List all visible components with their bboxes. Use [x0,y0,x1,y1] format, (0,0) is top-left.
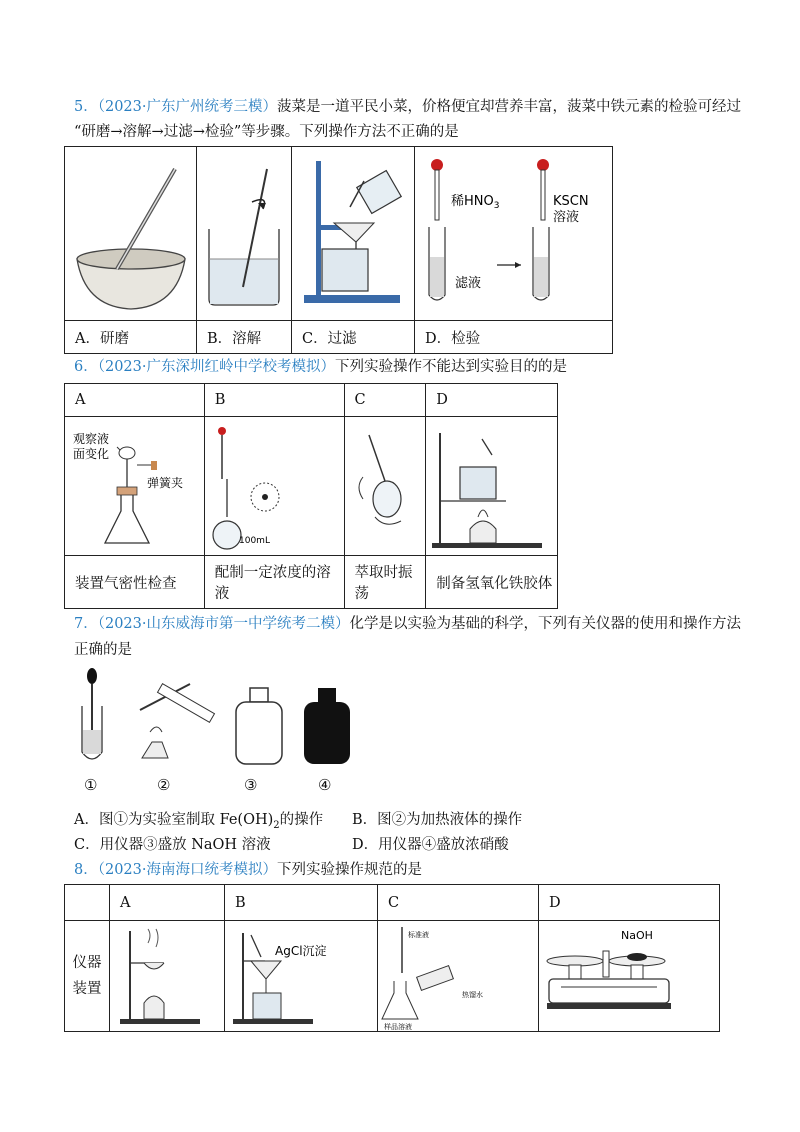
fig-number-1: ① [84,776,98,794]
q8-header-b: B [225,885,378,921]
observe-label-2: 面变化 [73,447,110,461]
q7-option-b: B．图②为加热液体的操作 [352,812,523,828]
q5-stem-line1: 菠菜是一道平民小菜，价格便宜却营养丰富，菠菜中铁元素的检验可经过 [277,99,741,115]
q6-line [74,355,734,379]
q8-header-empty [65,885,110,921]
hno3-label: 稀$HNO_3$ [451,194,500,211]
q7-figures [70,662,370,772]
q8-header-a: A [110,885,225,921]
mortar-pestle-figure [65,147,196,320]
fig-number-2: ② [157,776,171,794]
separatory-funnel-figure [345,417,421,555]
q6-caption-a: 装置气密性检查 [65,556,205,609]
q8-line [74,858,734,882]
q5-option-a: A．研磨 [65,321,197,354]
evaporation-figure [110,921,214,1031]
q8-number: 8． [74,862,98,878]
q6-header-b: B [204,384,344,417]
q6-header-d: D [426,384,558,417]
q7-line2: 正确的是 [74,642,132,658]
colloid-heating-figure [426,417,552,555]
q6-fig-c [344,417,426,556]
q5-source: （2023·广东广州统考三模） [97,99,277,115]
q7-number: 7． [74,616,98,632]
q7-option-c: C．用仪器③盛放 NaOH 溶液 [74,837,271,853]
q5-fig-b [197,147,292,321]
kscn-solution-label: 溶液 [553,210,580,225]
q8-fig-c [378,921,539,1032]
q6-fig-a [65,417,205,556]
q6-caption-d: 制备氢氧化铁胶体 [426,556,558,609]
q8-fig-a [110,921,225,1032]
q5-fig-d [415,147,613,321]
q5-option-b: B．溶解 [197,321,292,354]
beaker-stirring-figure [197,147,291,320]
agcl-label: AgCl沉淀 [275,944,327,958]
q6-number: 6． [74,359,98,375]
q6-caption-b [204,556,344,609]
balance-figure [539,921,709,1031]
q6-caption-c: 萃取时振荡 [344,556,426,609]
q5-number: 5． [74,99,98,115]
flask-volume-label: 100mL [238,536,270,546]
q7-source: （2023·山东威海市第一中学统考二模） [97,616,350,632]
filtration-figure [292,147,414,320]
q8-row-label-2: 装置 [72,981,102,997]
q8-fig-d [539,921,720,1032]
sample-solution-label: 样品溶液 [384,1023,412,1031]
airtightness-check-figure [65,417,199,555]
observe-label-1: 观察液 [73,432,110,446]
q5-option-c: C．过滤 [292,321,415,354]
q5-table [64,146,613,354]
q6-table [64,383,558,609]
q8-row-label [65,921,110,1032]
titration-figure [378,921,528,1031]
q8-table [64,884,720,1032]
q6-source: （2023·广东深圳红岭中学校考模拟） [97,359,335,375]
kscn-label: KSCN [553,194,589,209]
q8-stem: 下列实验操作规范的是 [277,862,422,878]
q5-fig-a [65,147,197,321]
volumetric-flask-figure [205,417,339,555]
q7-option-d: D．用仪器④盛放浓硝酸 [352,837,509,853]
test-tube-figure [415,147,612,320]
q7-line1 [74,612,741,636]
q6-fig-b [204,417,344,556]
hot-water-label: 热馏水 [462,991,483,999]
q6-caption-b-line2: 液 [214,586,230,602]
q8-fig-b [225,921,378,1032]
filtrate-label: 滤液 [455,276,482,291]
q6-fig-d [426,417,558,556]
q6-caption-b-line1: 配制一定浓度的溶 [214,565,331,581]
q6-header-c: C [344,384,426,417]
q5-option-d: D．检验 [415,321,613,354]
standard-solution-label: 标准液 [408,931,429,939]
q8-source: （2023·海南海口统考模拟） [97,862,277,878]
fig-number-3: ③ [244,776,258,794]
q8-row-label-1: 仪器 [72,955,102,971]
q5-fig-c [292,147,415,321]
q7-option-a-text: A．图①为实验室制取 Fe(OH) [74,812,274,828]
q7-option-a-tail: 的操作 [279,812,324,828]
q6-stem: 下列实验操作不能达到实验目的的是 [335,359,567,375]
clamp-label: 弹簧夹 [147,476,184,490]
q7-option-a [74,808,323,831]
naoh-label: NaOH [621,929,653,942]
q6-header-a: A [65,384,205,417]
q5-line1 [74,95,741,119]
filtration-agcl-figure [225,921,367,1031]
q7-stem-line1: 化学是以实验为基础的科学，下列有关仪器的使用和操作方法 [349,616,741,632]
fig-number-4: ④ [318,776,332,794]
q5-line2: “研磨→溶解→过滤→检验”等步骤。下列操作方法不正确的是 [74,124,459,140]
q7-option-a-subscript: 2 [273,819,280,831]
q8-header-c: C [378,885,539,921]
q8-header-d: D [539,885,720,921]
